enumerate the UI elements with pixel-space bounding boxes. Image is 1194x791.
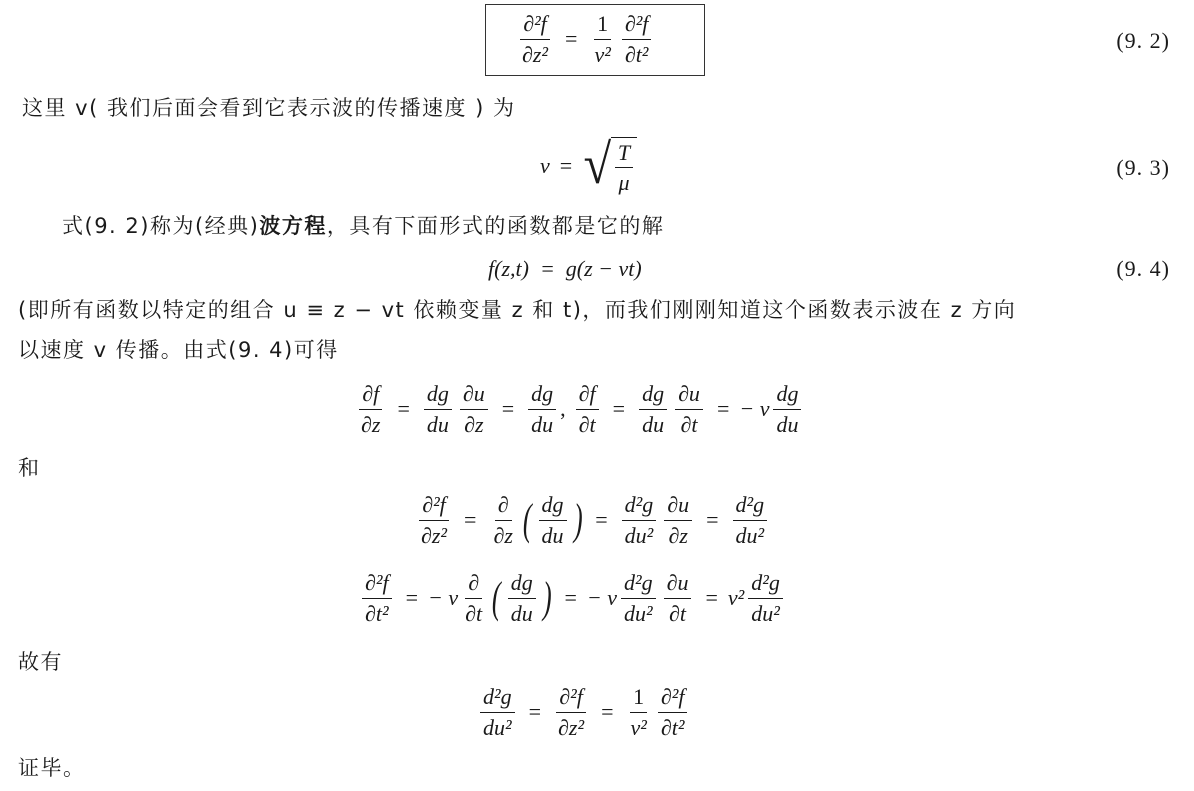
fraction-denominator: μ <box>618 170 630 195</box>
fraction-denominator: du² <box>483 714 512 740</box>
comma: , <box>560 396 566 421</box>
fraction-denominator: ∂t <box>669 600 687 626</box>
fraction-denominator: ∂t² <box>624 41 649 67</box>
paragraph-qed: 证毕。 <box>18 756 86 780</box>
right-paren: ) <box>573 495 583 544</box>
equals-sign: = <box>564 585 577 610</box>
fraction-numerator: 1 <box>594 11 611 39</box>
fraction-numerator: T <box>615 140 633 168</box>
fraction-denominator: du <box>776 411 799 437</box>
fraction-denominator: ∂t <box>680 411 698 437</box>
fraction-numerator: ∂²f <box>419 492 449 520</box>
equals-sign: = <box>528 699 542 724</box>
fraction-denominator: ∂t <box>578 411 596 437</box>
left-paren: ( <box>492 573 501 622</box>
minus-v: − v <box>428 585 459 610</box>
equation-final <box>476 680 691 744</box>
fraction-denominator: ∂t² <box>365 600 389 626</box>
minus-v: − v <box>739 396 770 421</box>
fraction-numerator: ∂²f <box>520 11 550 39</box>
equation-first-derivatives <box>354 378 805 440</box>
paragraph-combination-line-2: 以速度 v 传播。由式(9. 4)可得 <box>18 338 339 362</box>
equation-second-derivative-z <box>414 488 771 552</box>
fraction-denominator: ∂z <box>668 522 688 548</box>
fraction-numerator: d²g <box>621 570 656 598</box>
fraction-denominator: du <box>510 600 533 626</box>
text-run: 式(9. 2)称为(经典) <box>62 214 260 238</box>
fraction-numerator: d²g <box>480 684 515 712</box>
equation-9-3 <box>540 134 637 198</box>
right-paren: ) <box>542 573 552 622</box>
fraction-numerator: ∂u <box>664 570 692 598</box>
fraction-denominator: du² <box>623 600 653 626</box>
fraction-numerator: dg <box>539 492 567 520</box>
fraction-numerator: ∂²f <box>362 570 392 598</box>
fraction-numerator: dg <box>528 381 556 409</box>
fraction-denominator: du <box>531 411 554 437</box>
fraction-numerator: ∂²f <box>622 11 652 39</box>
fraction-numerator: ∂u <box>664 492 692 520</box>
fraction-numerator: ∂u <box>675 381 703 409</box>
paragraph-combination-line-1: (即所有函数以特定的组合 u ≡ z − vt 依赖变量 z 和 t)，而我们刚刚知道这个函数表示波在 z 方向 <box>18 298 1017 322</box>
equals-sign: = <box>705 585 718 610</box>
square-root <box>582 133 637 196</box>
bold-term: 波方程 <box>259 214 327 238</box>
fraction-denominator: ∂z <box>493 522 513 548</box>
fraction-denominator: du <box>426 411 449 437</box>
text-run: ，具有下面形式的函数都是它的解 <box>326 214 665 238</box>
fraction-numerator: ∂²f <box>658 684 688 712</box>
fraction-numerator: d²g <box>622 492 657 520</box>
fraction-numerator: dg <box>639 381 667 409</box>
equals-sign: = <box>464 507 477 532</box>
radical-sign-icon: √ <box>583 133 612 196</box>
fraction-numerator: d²g <box>748 570 783 598</box>
fraction-numerator: ∂f <box>576 381 599 409</box>
fraction-numerator: d²g <box>733 492 768 520</box>
fraction-numerator: dg <box>424 381 452 409</box>
fraction-denominator: ∂z <box>464 411 484 437</box>
equation-number-9-2: (9. 2) <box>1116 28 1170 53</box>
fraction-denominator: du <box>642 411 665 437</box>
fraction-denominator: ∂z <box>361 411 381 437</box>
equation-number-9-4: (9. 4) <box>1116 256 1170 281</box>
equals-sign: = <box>559 153 573 178</box>
fraction-numerator: ∂²f <box>556 684 586 712</box>
fraction-denominator: ∂z² <box>421 522 448 548</box>
equation-9-4: f(z,t) = g(z − vt) <box>488 256 642 281</box>
equation-9-2 <box>515 6 655 72</box>
fraction-denominator: ∂t <box>465 600 483 626</box>
fraction-denominator: du² <box>735 522 765 548</box>
fraction-numerator: ∂ <box>465 570 482 598</box>
equals-sign: = <box>706 507 719 532</box>
fraction-denominator: v² <box>594 41 611 67</box>
fraction-denominator: du <box>541 522 564 548</box>
minus-v: − v <box>586 585 617 610</box>
equals-sign: = <box>501 396 515 421</box>
paragraph-and: 和 <box>18 456 41 480</box>
paragraph-velocity: 这里 v( 我们后面会看到它表示波的传播速度 ) 为 <box>22 96 516 120</box>
equals-sign: = <box>397 396 410 421</box>
variable-v: v <box>540 153 550 178</box>
fraction-denominator: ∂z² <box>522 41 549 67</box>
fraction-denominator: ∂z² <box>558 714 585 740</box>
fraction-denominator: du² <box>624 522 654 548</box>
equation-number-9-3: (9. 3) <box>1116 155 1170 180</box>
equals-sign: = <box>601 699 614 724</box>
equals-sign: = <box>716 396 730 421</box>
fraction-numerator: dg <box>773 381 801 409</box>
equals-sign: = <box>405 585 419 610</box>
fraction-numerator: ∂ <box>495 492 512 520</box>
v-squared: v² <box>727 585 745 610</box>
equation-second-derivative-t <box>358 566 787 630</box>
radicand <box>611 137 637 196</box>
equals-sign: = <box>595 507 608 532</box>
paragraph-wave-equation <box>62 214 664 239</box>
fraction-denominator: du² <box>751 600 780 626</box>
paragraph-therefore: 故有 <box>18 650 63 674</box>
fraction-denominator: v² <box>630 714 647 740</box>
fraction-numerator: ∂f <box>359 381 382 409</box>
fraction-numerator: dg <box>508 570 536 598</box>
left-paren: ( <box>522 495 532 544</box>
equals-sign: = <box>565 26 578 51</box>
equals-sign: = <box>612 396 626 421</box>
fraction-numerator: 1 <box>630 684 647 712</box>
fraction-denominator: ∂t² <box>660 714 685 740</box>
fraction-numerator: ∂u <box>460 381 488 409</box>
